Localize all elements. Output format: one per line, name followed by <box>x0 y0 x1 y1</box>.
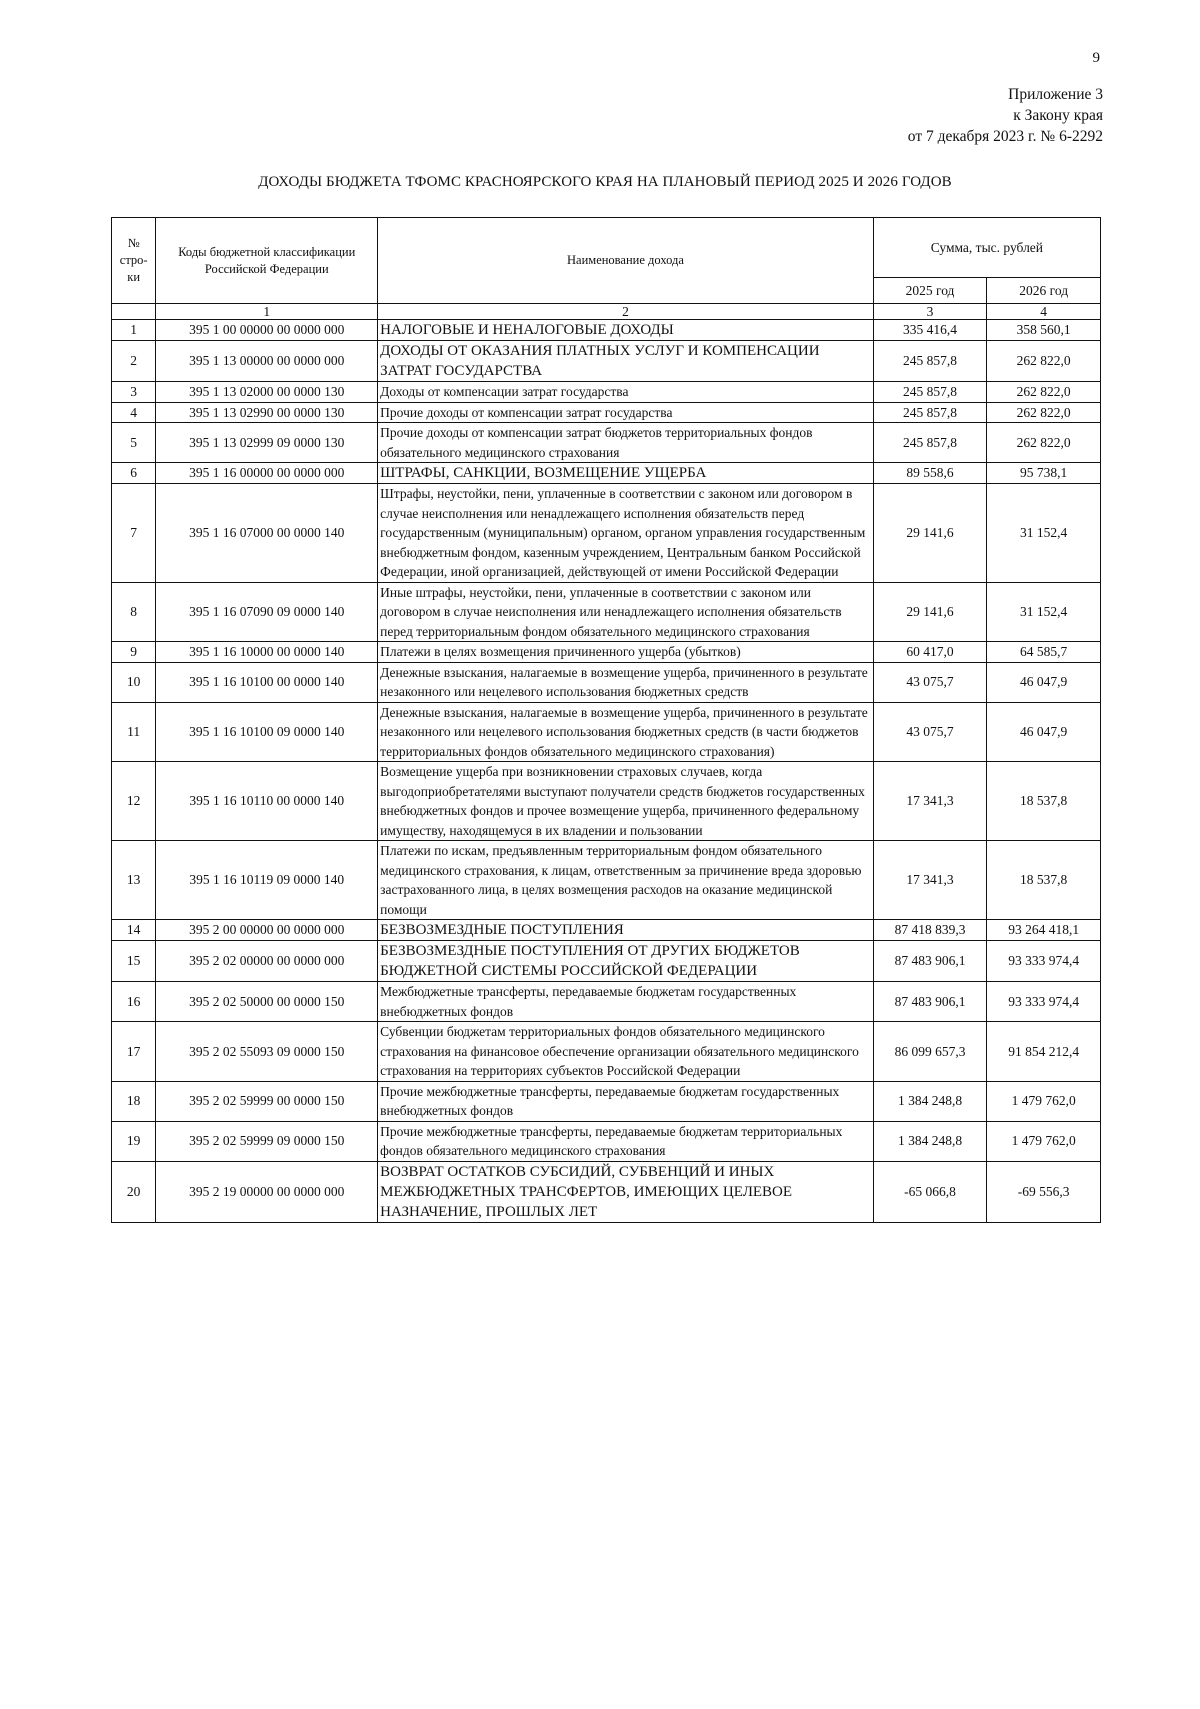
amount-2025: 335 416,4 <box>873 320 987 341</box>
table-row <box>112 463 1101 484</box>
amount-2025: -65 066,8 <box>873 1161 987 1222</box>
row-number: 12 <box>112 762 156 841</box>
row-number: 14 <box>112 920 156 941</box>
amount-2026: 93 264 418,1 <box>987 920 1101 941</box>
income-name: Прочие межбюджетные трансферты, передаваемые бюджетам территориальных фондов обязательного медицинского страхования <box>378 1121 874 1161</box>
row-number: 9 <box>112 642 156 663</box>
income-name: Субвенции бюджетам территориальных фондов обязательного медицинского страхования на финансовое обеспечение организации обязательного медицинского страхования на территориях субъектов Российской Федерации <box>378 1022 874 1082</box>
table-row <box>112 941 1101 982</box>
header-sum: Сумма, тыс. рублей <box>873 218 1100 278</box>
amount-2026: -69 556,3 <box>987 1161 1101 1222</box>
budget-code: 395 1 16 00000 00 0000 000 <box>156 463 378 484</box>
row-number: 5 <box>112 423 156 463</box>
amount-2025: 245 857,8 <box>873 341 987 382</box>
budget-code: 395 2 19 00000 00 0000 000 <box>156 1161 378 1222</box>
index-cell: 2 <box>378 304 874 320</box>
income-table <box>111 217 1101 1223</box>
row-number: 8 <box>112 582 156 642</box>
budget-code: 395 1 16 10100 09 0000 140 <box>156 702 378 762</box>
amount-2026: 91 854 212,4 <box>987 1022 1101 1082</box>
amount-2025: 87 483 906,1 <box>873 941 987 982</box>
income-name: ДОХОДЫ ОТ ОКАЗАНИЯ ПЛАТНЫХ УСЛУГ И КОМПЕНСАЦИИ ЗАТРАТ ГОСУДАРСТВА <box>378 341 874 382</box>
income-name: БЕЗВОЗМЕЗДНЫЕ ПОСТУПЛЕНИЯ ОТ ДРУГИХ БЮДЖЕТОВ БЮДЖЕТНОЙ СИСТЕМЫ РОССИЙСКОЙ ФЕДЕРАЦИИ <box>378 941 874 982</box>
amount-2026: 93 333 974,4 <box>987 982 1101 1022</box>
amount-2026: 262 822,0 <box>987 341 1101 382</box>
budget-code: 395 2 02 59999 00 0000 150 <box>156 1081 378 1121</box>
index-cell <box>112 304 156 320</box>
income-name: Прочие межбюджетные трансферты, передаваемые бюджетам государственных внебюджетных фондов <box>378 1081 874 1121</box>
row-number: 1 <box>112 320 156 341</box>
budget-code: 395 1 13 02990 00 0000 130 <box>156 402 378 423</box>
row-number: 16 <box>112 982 156 1022</box>
income-name: Прочие доходы от компенсации затрат бюджетов территориальных фондов обязательного медицинского страхования <box>378 423 874 463</box>
appendix-line-2: к Закону края <box>1013 107 1103 124</box>
income-name: НАЛОГОВЫЕ И НЕНАЛОГОВЫЕ ДОХОДЫ <box>378 320 874 341</box>
amount-2025: 1 384 248,8 <box>873 1081 987 1121</box>
amount-2026: 262 822,0 <box>987 402 1101 423</box>
index-cell: 4 <box>987 304 1101 320</box>
appendix-line-3: от 7 декабря 2023 г. № 6-2292 <box>907 128 1103 145</box>
amount-2026: 31 152,4 <box>987 582 1101 642</box>
amount-2026: 95 738,1 <box>987 463 1101 484</box>
amount-2026: 1 479 762,0 <box>987 1121 1101 1161</box>
budget-code: 395 1 16 10110 00 0000 140 <box>156 762 378 841</box>
row-number: 4 <box>112 402 156 423</box>
amount-2026: 262 822,0 <box>987 423 1101 463</box>
appendix-line-1: Приложение 3 <box>1008 86 1103 103</box>
budget-code: 395 1 16 10119 09 0000 140 <box>156 841 378 920</box>
row-number: 11 <box>112 702 156 762</box>
table-row <box>112 423 1101 463</box>
table-row <box>112 642 1101 663</box>
amount-2025: 245 857,8 <box>873 402 987 423</box>
amount-2025: 43 075,7 <box>873 702 987 762</box>
budget-code: 395 1 00 00000 00 0000 000 <box>156 320 378 341</box>
header-row-number: № стро-ки <box>112 218 156 304</box>
header-year-2026: 2026 год <box>987 278 1101 304</box>
row-number: 6 <box>112 463 156 484</box>
budget-code: 395 2 00 00000 00 0000 000 <box>156 920 378 941</box>
table-row <box>112 320 1101 341</box>
header-year-2025: 2025 год <box>873 278 987 304</box>
table-row <box>112 582 1101 642</box>
table-row <box>112 402 1101 423</box>
table-row <box>112 920 1101 941</box>
row-number: 19 <box>112 1121 156 1161</box>
amount-2025: 245 857,8 <box>873 382 987 403</box>
budget-code: 395 1 13 02999 09 0000 130 <box>156 423 378 463</box>
column-index-row <box>112 304 1101 320</box>
row-number: 15 <box>112 941 156 982</box>
income-name: ШТРАФЫ, САНКЦИИ, ВОЗМЕЩЕНИЕ УЩЕРБА <box>378 463 874 484</box>
amount-2025: 87 483 906,1 <box>873 982 987 1022</box>
table-row <box>112 1022 1101 1082</box>
income-rows <box>112 320 1101 1223</box>
income-name: Штрафы, неустойки, пени, уплаченные в соответствии с законом или договором в случае неисполнения или ненадлежащего исполнения обязательств перед государственным (муниципальным) органом, органом управления государственным внебюджетным фондом, казенным учреждением, Центральным банком Российской Федерации, иной организацией, действующей от имени Российской Федерации <box>378 484 874 583</box>
row-number: 7 <box>112 484 156 583</box>
row-number: 17 <box>112 1022 156 1082</box>
amount-2026: 64 585,7 <box>987 642 1101 663</box>
income-name: Возмещение ущерба при возникновении страховых случаев, когда выгодоприобретателями выступают получатели средств бюджетов государственных внебюджетных фондов и прочее возмещение ущерба, причиненного федеральному имуществу, находящемуся в их владении и пользовании <box>378 762 874 841</box>
row-number: 10 <box>112 662 156 702</box>
table-row <box>112 982 1101 1022</box>
amount-2025: 245 857,8 <box>873 423 987 463</box>
amount-2026: 46 047,9 <box>987 702 1101 762</box>
table-row <box>112 662 1101 702</box>
index-cell: 3 <box>873 304 987 320</box>
page-number: 9 <box>1092 50 1100 66</box>
budget-code: 395 1 16 07000 00 0000 140 <box>156 484 378 583</box>
amount-2025: 86 099 657,3 <box>873 1022 987 1082</box>
income-name: ВОЗВРАТ ОСТАТКОВ СУБСИДИЙ, СУБВЕНЦИЙ И ИНЫХ МЕЖБЮДЖЕТНЫХ ТРАНСФЕРТОВ, ИМЕЮЩИХ ЦЕЛЕВОЕ НАЗНАЧЕНИЕ, ПРОШЛЫХ ЛЕТ <box>378 1161 874 1222</box>
table-row <box>112 484 1101 583</box>
amount-2025: 89 558,6 <box>873 463 987 484</box>
table-row <box>112 1121 1101 1161</box>
table-row <box>112 702 1101 762</box>
income-name: Денежные взыскания, налагаемые в возмещение ущерба, причиненного в результате незаконного или нецелевого использования бюджетных средств (в части бюджетов территориальных фондов обязательного медицинского страхования) <box>378 702 874 762</box>
amount-2025: 1 384 248,8 <box>873 1121 987 1161</box>
document-title: ДОХОДЫ БЮДЖЕТА ТФОМС КРАСНОЯРСКОГО КРАЯ НА ПЛАНОВЫЙ ПЕРИОД 2025 И 2026 ГОДОВ <box>258 174 952 190</box>
budget-code: 395 1 16 10100 00 0000 140 <box>156 662 378 702</box>
row-number: 13 <box>112 841 156 920</box>
income-name: Межбюджетные трансферты, передаваемые бюджетам государственных внебюджетных фондов <box>378 982 874 1022</box>
income-name: Платежи по искам, предъявленным территориальным фондом обязательного медицинского страхования, к лицам, ответственным за причинение вреда здоровью застрахованного лица, в целях возмещения расходов на оказание медицинской помощи <box>378 841 874 920</box>
amount-2025: 29 141,6 <box>873 484 987 583</box>
header-income-name: Наименование дохода <box>378 218 874 304</box>
appendix-block <box>908 84 1103 147</box>
budget-code: 395 2 02 50000 00 0000 150 <box>156 982 378 1022</box>
amount-2025: 87 418 839,3 <box>873 920 987 941</box>
income-name: Прочие доходы от компенсации затрат государства <box>378 402 874 423</box>
budget-code: 395 2 02 59999 09 0000 150 <box>156 1121 378 1161</box>
budget-code: 395 1 16 07090 09 0000 140 <box>156 582 378 642</box>
income-name: Иные штрафы, неустойки, пени, уплаченные в соответствии с законом или договором в случае неисполнения или ненадлежащего исполнения обязательств перед территориальным фондом обязательного медицинского страхования <box>378 582 874 642</box>
amount-2026: 358 560,1 <box>987 320 1101 341</box>
amount-2025: 29 141,6 <box>873 582 987 642</box>
table-row <box>112 1161 1101 1222</box>
amount-2025: 17 341,3 <box>873 762 987 841</box>
row-number: 20 <box>112 1161 156 1222</box>
amount-2025: 43 075,7 <box>873 662 987 702</box>
budget-code: 395 2 02 55093 09 0000 150 <box>156 1022 378 1082</box>
table-row <box>112 382 1101 403</box>
income-name: Платежи в целях возмещения причиненного ущерба (убытков) <box>378 642 874 663</box>
table-row <box>112 341 1101 382</box>
amount-2026: 93 333 974,4 <box>987 941 1101 982</box>
budget-code: 395 2 02 00000 00 0000 000 <box>156 941 378 982</box>
amount-2026: 46 047,9 <box>987 662 1101 702</box>
amount-2026: 31 152,4 <box>987 484 1101 583</box>
budget-code: 395 1 13 00000 00 0000 000 <box>156 341 378 382</box>
row-number: 2 <box>112 341 156 382</box>
amount-2025: 17 341,3 <box>873 841 987 920</box>
row-number: 3 <box>112 382 156 403</box>
amount-2026: 18 537,8 <box>987 841 1101 920</box>
income-name: Доходы от компенсации затрат государства <box>378 382 874 403</box>
income-name: БЕЗВОЗМЕЗДНЫЕ ПОСТУПЛЕНИЯ <box>378 920 874 941</box>
row-number: 18 <box>112 1081 156 1121</box>
amount-2026: 262 822,0 <box>987 382 1101 403</box>
index-cell: 1 <box>156 304 378 320</box>
table-row <box>112 762 1101 841</box>
budget-code: 395 1 13 02000 00 0000 130 <box>156 382 378 403</box>
header-budget-code: Коды бюджетной классификации Российской Федерации <box>156 218 378 304</box>
amount-2026: 18 537,8 <box>987 762 1101 841</box>
amount-2026: 1 479 762,0 <box>987 1081 1101 1121</box>
amount-2025: 60 417,0 <box>873 642 987 663</box>
budget-code: 395 1 16 10000 00 0000 140 <box>156 642 378 663</box>
table-row <box>112 841 1101 920</box>
table-row <box>112 1081 1101 1121</box>
income-name: Денежные взыскания, налагаемые в возмещение ущерба, причиненного в результате незаконного или нецелевого использования бюджетных средств <box>378 662 874 702</box>
